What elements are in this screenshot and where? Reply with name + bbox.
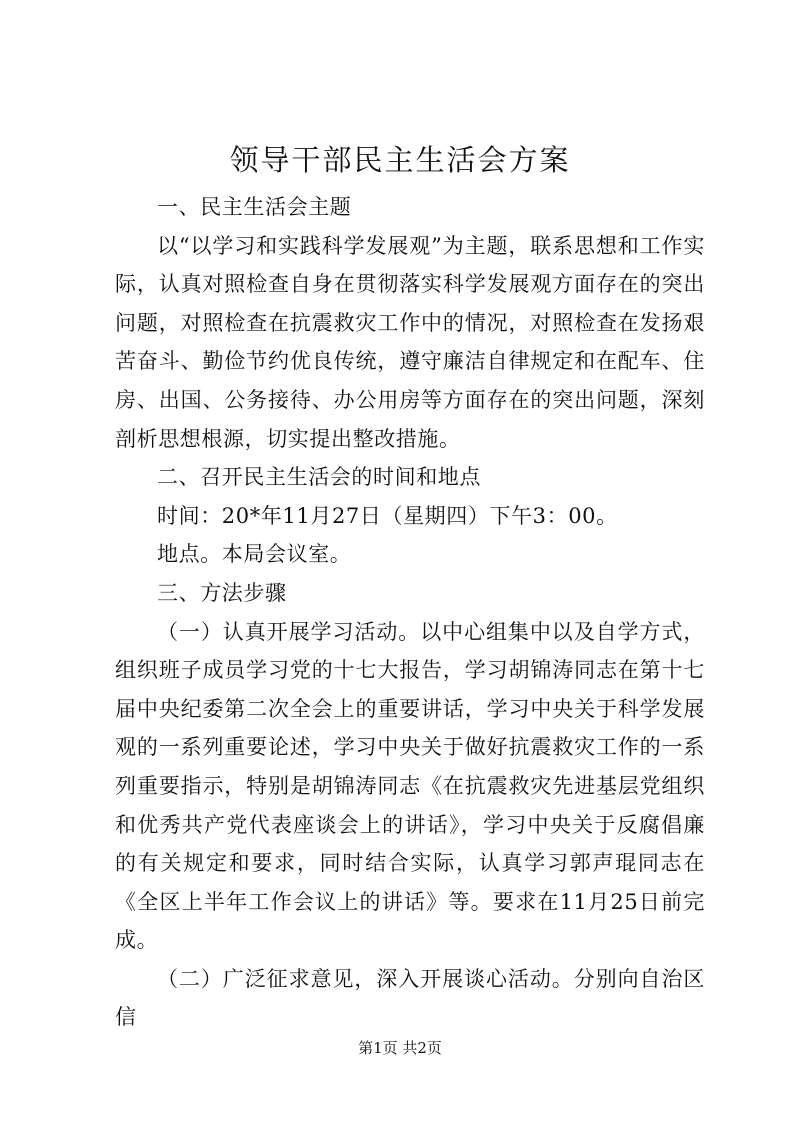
paragraph-step-1: （一）认真开展学习活动。以中心组集中以及自学方式，组织班子成员学习党的十七大报告，学习胡锦涛同志在第十七届中央纪委第二次全会上的重要讲话，学习中央关于科学发展观的一系列重要论述，学习中央关于做好抗震救灾工作的一系列重要指示，特别是胡锦涛同志《在抗震救灾先进基层党组织和优秀共产党代表座谈会上的讲话》，学习中央关于反腐倡廉的有关规定和要求，同时结合实际，认真学习郭声琨同志在《全区上半年工作会议上的讲话》等。要求在11月25日前完成。 — [115, 619, 705, 953]
paragraph-place: 地点。本局会议室。 — [157, 542, 352, 567]
section-heading-theme: 一、民主生活会主题 — [157, 195, 352, 219]
paragraph-step-2: （二）广泛征求意见，深入开展谈心活动。分别向自治区信 — [115, 966, 705, 1030]
section-heading-time-place: 二、召开民主生活会的时间和地点 — [157, 465, 481, 490]
paragraph-theme: 以“以学习和实践科学发展观”为主题，联系思想和工作实际，认真对照检查自身在贯彻落实科学发展观方面存在的突出问题，对照检查在抗震救灾工作中的情况，对照检查在发扬艰苦奋斗、勤俭节约优良传统，遵守廉洁自律规定和在配车、住房、出国、公务接待、办公用房等方面存在的突出问题，深刻剖析思想根源，切实提出整改措施。 — [115, 233, 705, 451]
section-heading-steps: 三、方法步骤 — [157, 580, 287, 605]
document-title: 领导干部民主生活会方案 — [229, 143, 571, 177]
paragraph-time: 时间：20*年11月27日（星期四）下午3：00。 — [157, 503, 618, 528]
document-body — [115, 188, 705, 1037]
page-footer: 第1页 共2页 — [358, 1039, 442, 1057]
